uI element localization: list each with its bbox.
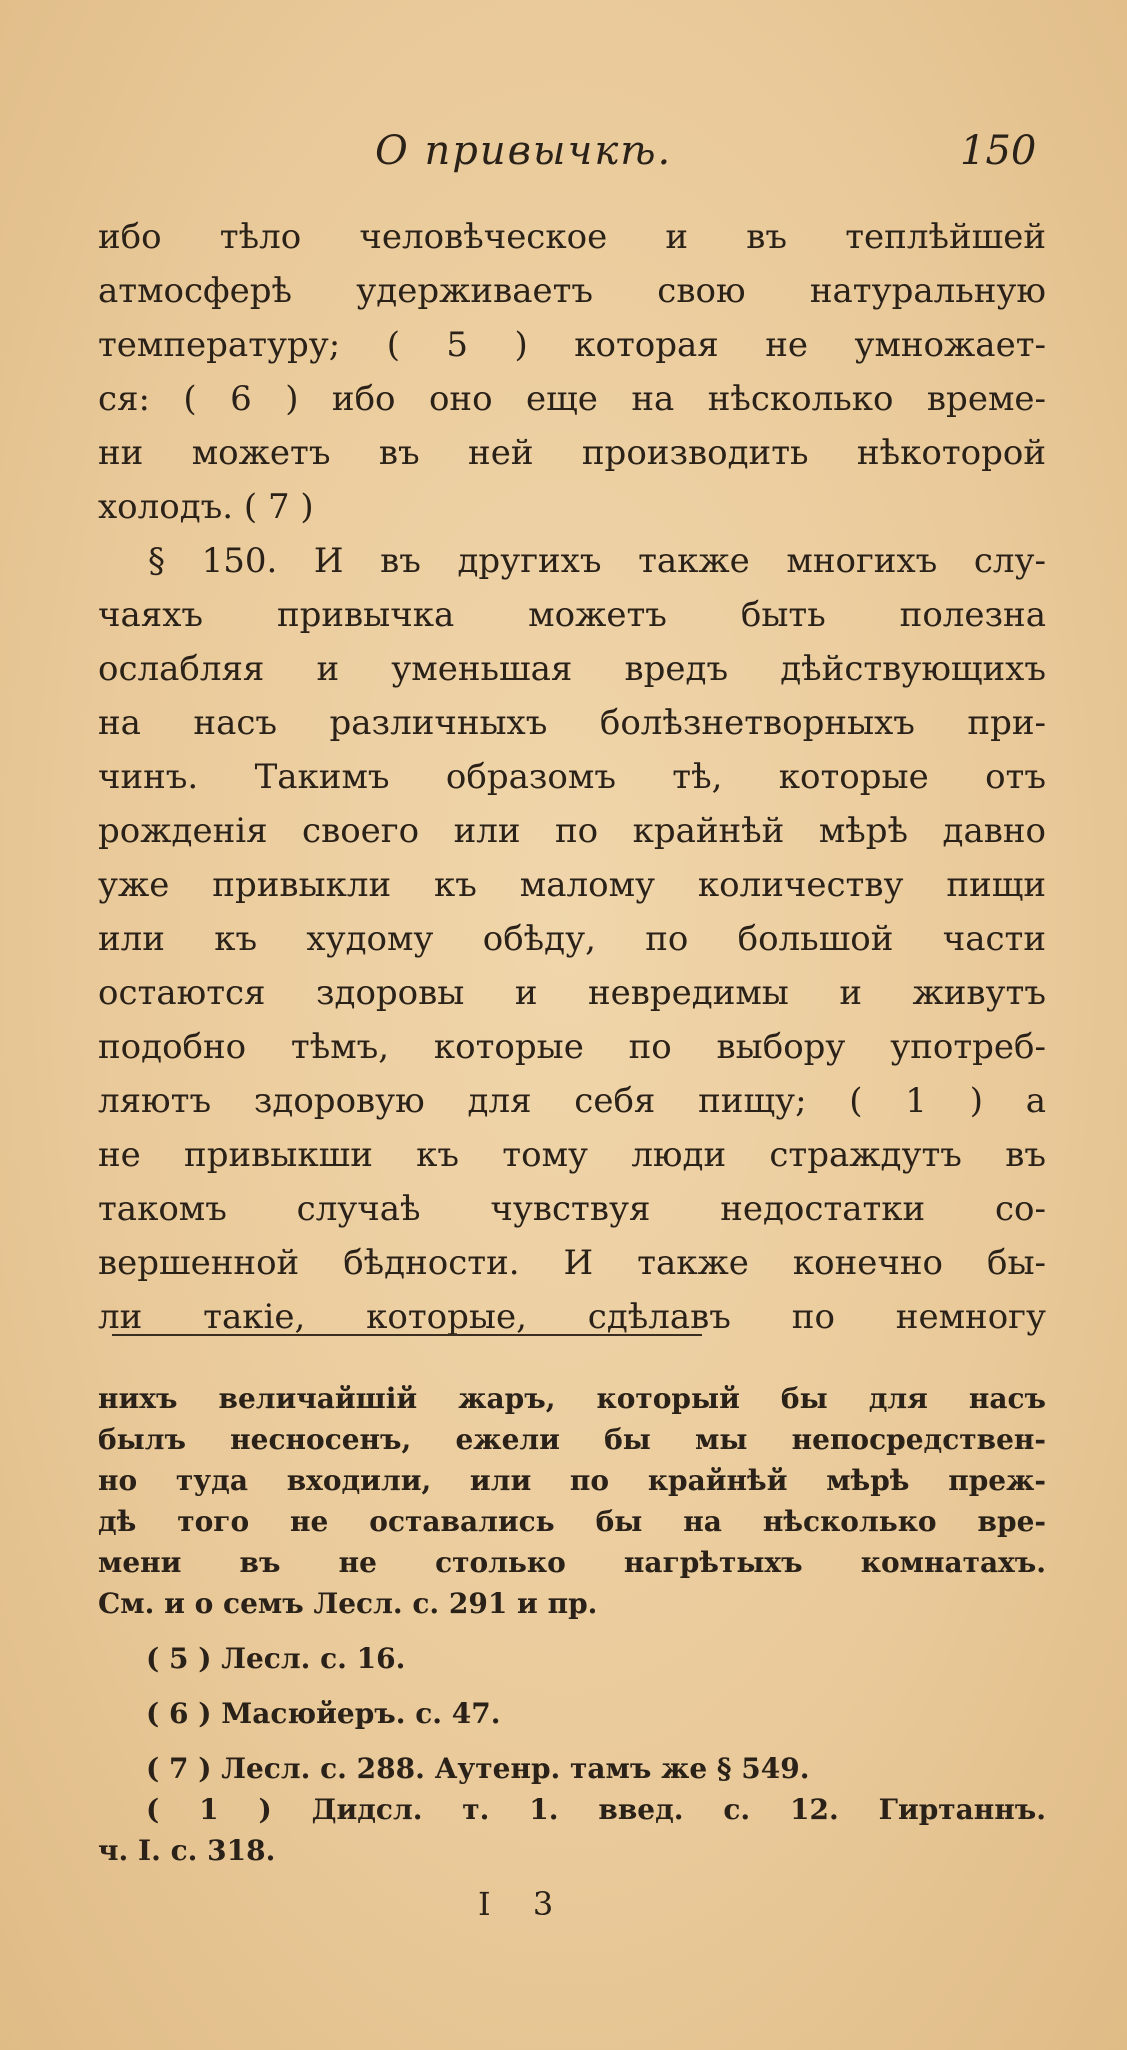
text-line: атмосферѣ удерживаетъ свою натуральную (98, 271, 1046, 311)
main-text (98, 210, 1046, 1344)
footnote-line: былъ несносенъ, ежели бы мы непосредствен- (98, 1423, 1046, 1456)
text-line: не привыкши къ тому люди страждутъ въ (98, 1135, 1046, 1175)
text-line: уже привыкли къ малому количеству пищи (98, 865, 1046, 905)
text-line: чинъ. Такимъ образомъ тѣ, которые отъ (98, 757, 1046, 797)
footnote-line: нихъ величайшій жаръ, который бы для насъ (98, 1382, 1046, 1415)
text-line: ся: ( 6 ) ибо оно еще на нѣсколько време- (98, 379, 1046, 419)
text-line: или къ худому обѣду, по большой части (98, 919, 1046, 959)
text-line: ослабляя и уменьшая вредъ дѣйствующихъ (98, 649, 1046, 689)
footnote-7: ( 7 ) Лесл. с. 288. Аутенр. тамъ же § 549. (146, 1752, 810, 1785)
footnote-5: ( 5 ) Лесл. с. 16. (146, 1642, 406, 1675)
running-header (0, 128, 1127, 188)
page-number: 150 (960, 128, 1037, 174)
footnote-line: См. и о семъ Лесл. с. 291 и пр. (98, 1587, 598, 1620)
footnote-gap (98, 1679, 1046, 1693)
section-150-start: § 150. И въ другихъ также многихъ слу- (148, 541, 1046, 581)
footnote-6: ( 6 ) Масюйеръ. с. 47. (146, 1697, 501, 1730)
text-line: вершенной бѣдности. И также конечно бы- (98, 1243, 1046, 1283)
footnotes (98, 1378, 1046, 1871)
text-line: температуру; ( 5 ) которая не умножает- (98, 325, 1046, 365)
footnote-line: дѣ того не оставались бы на нѣсколько вре- (98, 1505, 1046, 1538)
text-line: ляютъ здоровую для себя пищу; ( 1 ) а (98, 1081, 1046, 1121)
text-line: чаяхъ привычка можетъ быть полезна (98, 595, 1046, 635)
text-line: остаются здоровы и невредимы и живутъ (98, 973, 1046, 1013)
text-line: ли такіе, которые, сдѣлавъ по немногу (98, 1297, 1046, 1337)
text-line: такомъ случаѣ чувствуя недостатки со- (98, 1189, 1046, 1229)
footnote-1-continued: ч. I. с. 318. (98, 1834, 276, 1867)
footnote-line: но туда входили, или по крайнѣй мѣрѣ преж- (98, 1464, 1046, 1497)
footnote-gap (98, 1734, 1046, 1748)
text-line: на насъ различныхъ болѣзнетворныхъ при- (98, 703, 1046, 743)
footnote-1: ( 1 ) Дидсл. т. 1. введ. с. 12. Гиртаннъ. (146, 1793, 1046, 1826)
text-line: ибо тѣло человѣческое и въ теплѣйшей (98, 217, 1046, 257)
footnote-separator (112, 1334, 702, 1336)
footnote-line: мени въ не столько нагрѣтыхъ комнатахъ. (98, 1546, 1046, 1579)
text-line: ни можетъ въ ней производить нѣкоторой (98, 433, 1046, 473)
text-line: подобно тѣмъ, которые по выбору употреб- (98, 1027, 1046, 1067)
printer-signature-mark: I 3 (478, 1885, 570, 1923)
text-line: рожденія своего или по крайнѣй мѣрѣ давно (98, 811, 1046, 851)
running-title: О привычкѣ. (375, 128, 673, 174)
text-line: холодъ. ( 7 ) (98, 487, 314, 527)
footnote-gap (98, 1624, 1046, 1638)
